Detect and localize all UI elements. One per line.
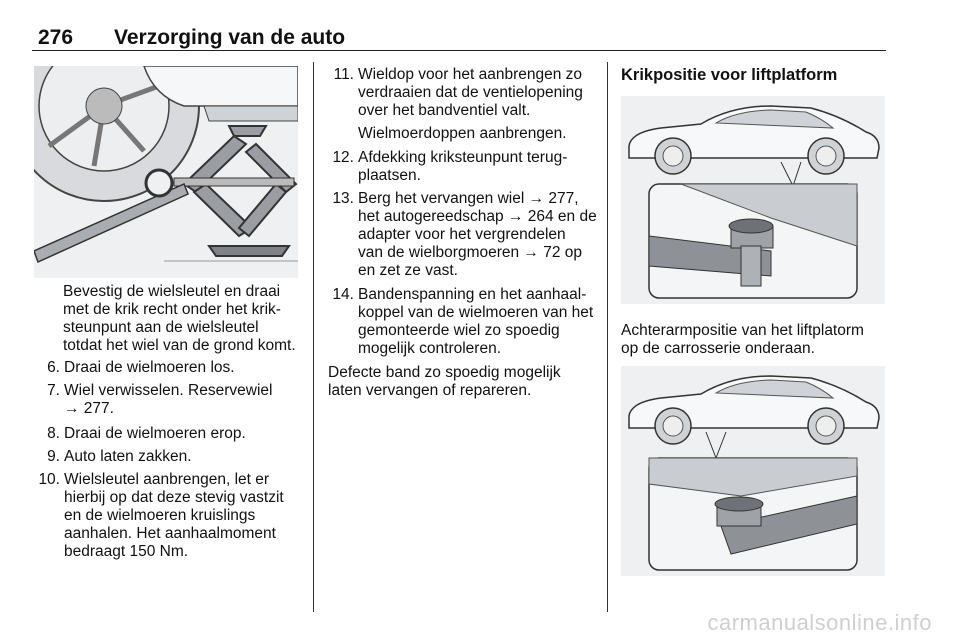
page-number: 276 [38, 26, 74, 49]
rear-lift-illustration [621, 366, 885, 576]
section-heading: Krikpositie voor liftplatform [621, 66, 838, 84]
jack-illustration [34, 66, 298, 278]
page-title: Verzorging van de auto [114, 26, 346, 49]
front-lift-illustration [621, 96, 885, 304]
page-header [32, 26, 886, 51]
lift-arm-text: Achterarmpositie van het liftplatorm op de carrosserie onderaan. [621, 322, 864, 357]
watermark: carmanualsonline.info [707, 610, 932, 635]
jack-caption: Bevestig de wielsleutel en draai met de krik recht onder het krik- steunpunt aan de wielsleutel totdat het wiel van de grond komt. [63, 283, 296, 354]
defect-tyre-note: Defecte band zo spoedig mogelijk laten vervangen of repareren. [328, 364, 561, 399]
